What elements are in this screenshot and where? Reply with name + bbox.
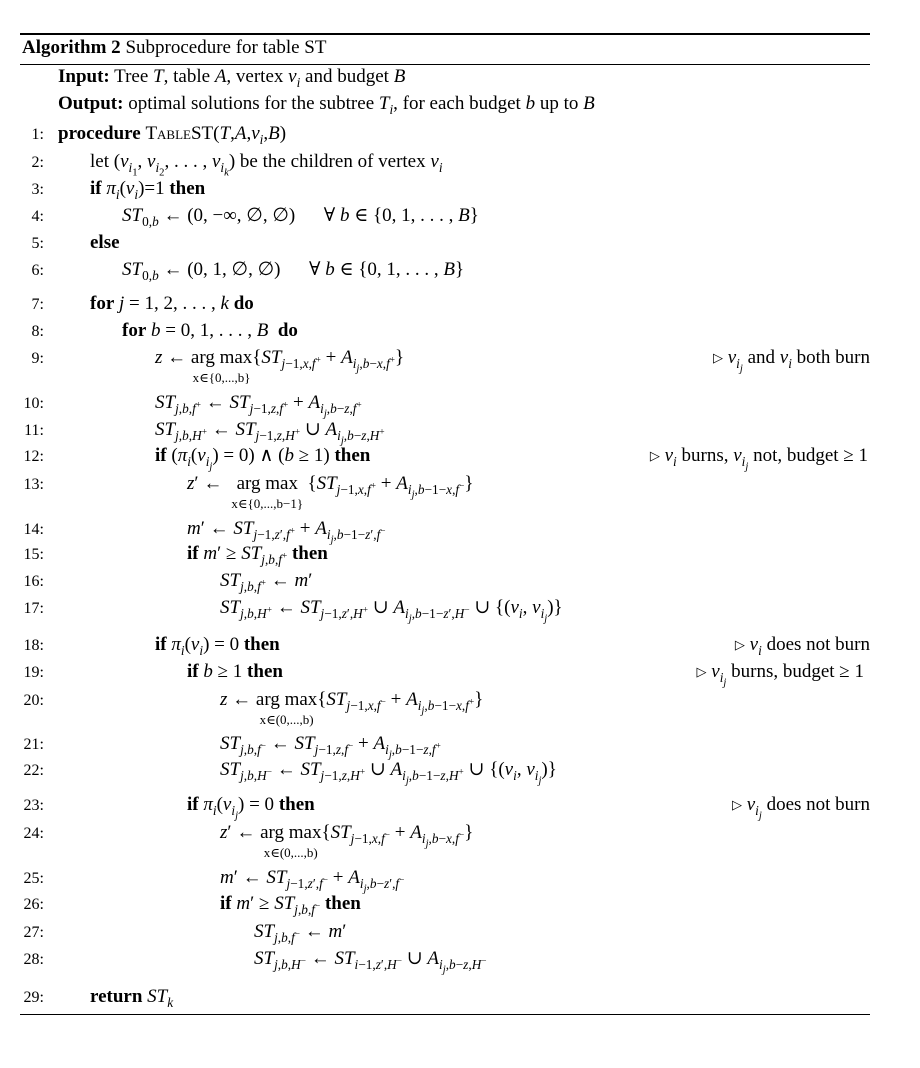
caption-label: Algorithm 2	[22, 37, 121, 58]
line-number: 1:	[31, 126, 44, 143]
code-line-14: m′ ← $ST_{j-1,z',f^+} + A_{i_j,b-1-z',f^-}$	[187, 518, 386, 546]
comment-line-23: ▷ $v_{i_j}$ does not burn	[731, 794, 870, 822]
line-number: 5:	[31, 235, 44, 252]
algorithm-caption	[22, 34, 326, 62]
line-number: 15:	[23, 546, 44, 563]
code-line-12: if $(\pi_i(v_{i_j}) = 0)$ ∧ (b ≥ 1) then	[155, 445, 371, 473]
code-line-4: $ST_{0,b}$ ← (0, −∞, ∅, ∅) ∀ b ∈ {0, 1, . . . , B}	[122, 205, 479, 229]
code-line-22: $ST_{j,b,H^-}$ ← $ST_{j-1,z,H^+}$ ∪ $A_{i_j,b-1-z,H^+}$ ∪ {($v_i$, $v_{i_j}$)}	[220, 759, 557, 787]
line-number: 9:	[31, 350, 44, 367]
line-number: 8:	[31, 323, 44, 340]
code-line-19: if b ≥ 1 then	[187, 661, 283, 682]
code-line-5: else	[90, 232, 120, 253]
code-line-24: z′ ← arg max x∈(0,...,b) $\{ST_{j-1,x,f^-} + A_{i_j,b-x,f^-}\}$	[220, 822, 474, 860]
output-line: Output: optimal solutions for the subtree $T_i$, for each budget b up to B	[58, 93, 595, 117]
code-line-13: z′ ← arg max x∈{0,...,b−1} $\{ST_{j-1,x,f^+} + A_{i_j,b-1-x,f^-}\}$	[187, 473, 474, 511]
code-line-25: m′ ← $ST_{j-1,z',f^-} + A_{i_j,b-z',f^-}$	[220, 867, 405, 895]
comment-line-12: ▷ $v_i$ burns, $v_{i_j}$ not, budget ≥ 1	[649, 445, 868, 473]
code-line-18: if $\pi_i(v_i) = 0$ then	[155, 634, 280, 658]
line-number: 20:	[23, 692, 44, 709]
code-line-21: $ST_{j,b,f^-}$ ← $ST_{j-1,z,f^-} + A_{i_j,b-1-z,f^+}$	[220, 733, 441, 761]
bottom-rule	[20, 1014, 870, 1015]
line-number: 6:	[31, 262, 44, 279]
code-line-11: $ST_{j,b,H^+}$ ← $ST_{j-1,z,H^+}$ ∪ $A_{i_j,b-z,H^+}$	[155, 419, 385, 447]
line-number: 18:	[23, 637, 44, 654]
line-number: 13:	[23, 476, 44, 493]
line-number: 4:	[31, 208, 44, 225]
line-number: 14:	[23, 521, 44, 538]
code-line-27: $ST_{j,b,f^-}$ ← m′	[254, 921, 347, 945]
input-label: Input:	[58, 66, 110, 87]
code-line-10: $ST_{j,b,f^+}$ ← $ST_{j-1,z,f^+} + A_{i_j,b-z,f^+}$	[155, 392, 362, 420]
line-number: 22:	[23, 762, 44, 779]
code-line-16: $ST_{j,b,f^+}$ ← m′	[220, 570, 313, 594]
line-number: 23:	[23, 797, 44, 814]
code-line-26: if $m' \ge ST_{j,b,f^-}$ then	[220, 893, 361, 917]
caption-title: Subprocedure for table ST	[125, 37, 327, 58]
line-number: 27:	[23, 924, 44, 941]
comment-line-18: ▷ $v_i$ does not burn	[734, 634, 870, 658]
line-number: 3:	[31, 181, 44, 198]
line-number: 25:	[23, 870, 44, 887]
code-line-23: if $\pi_i(v_{i_j}) = 0$ then	[187, 794, 315, 822]
line-number: 16:	[23, 573, 44, 590]
code-line-17: $ST_{j,b,H^+}$ ← $ST_{j-1,z',H^+}$ ∪ $A_{i_j,b-1-z',H^-}$ ∪ {($v_i$, $v_{i_j}$)}	[220, 597, 563, 625]
line-number: 11:	[24, 422, 44, 439]
line-number: 7:	[31, 296, 44, 313]
line-number: 28:	[23, 951, 44, 968]
line-number: 12:	[23, 448, 44, 465]
line-number: 26:	[23, 896, 44, 913]
code-line-1: procedure $TableST(T,A,v_i,B)$	[58, 123, 287, 147]
code-line-29: return $ST_k$	[90, 986, 174, 1010]
line-number: 17:	[23, 600, 44, 617]
code-line-20: z ← arg max x∈(0,...,b) $\{ST_{j-1,x,f^-} + A_{i_j,b-1-x,f^+}\}$	[220, 689, 484, 727]
line-number: 24:	[23, 825, 44, 842]
line-number: 21:	[23, 736, 44, 753]
code-line-28: $ST_{j,b,H^-}$ ← $ST_{i-1,z',H^-}$ ∪ $A_{i_j,b-z,H^-}$	[254, 948, 487, 976]
output-label: Output:	[58, 93, 124, 114]
line-number: 2:	[31, 154, 44, 171]
comment-line-9: ▷ $v_{i_j}$ and $v_i$ both burn	[712, 347, 870, 375]
code-line-3: if $\pi_i(v_i)=1$ then	[90, 178, 206, 202]
input-line: Input: Tree T, table A, vertex $v_i$ and budget B	[58, 66, 406, 90]
code-line-15: if $m' \ge ST_{j,b,f^+}$ then	[187, 543, 328, 567]
line-number: 19:	[23, 664, 44, 681]
code-line-6: $ST_{0,b}$ ← (0, 1, ∅, ∅) ∀ b ∈ {0, 1, . . . , B}	[122, 259, 465, 283]
comment-line-19: ▷ $v_{i_j}$ burns, budget ≥ 1	[696, 661, 864, 689]
code-line-8: for b = 0, 1, . . . , B do	[122, 320, 298, 341]
code-line-9: z ← arg max x∈{0,...,b} $\{ST_{j-1,x,f^+} + A_{i_j,b-x,f^+}\}$	[155, 347, 405, 385]
code-line-7: for j = 1, 2, . . . , k do	[90, 293, 254, 314]
line-number: 29:	[23, 989, 44, 1006]
line-number: 10:	[23, 395, 44, 412]
code-line-2: let ($v_{i_1}$, $v_{i_2}$, . . . , $v_{i_k}$) be the children of vertex $v_i$	[90, 151, 443, 179]
